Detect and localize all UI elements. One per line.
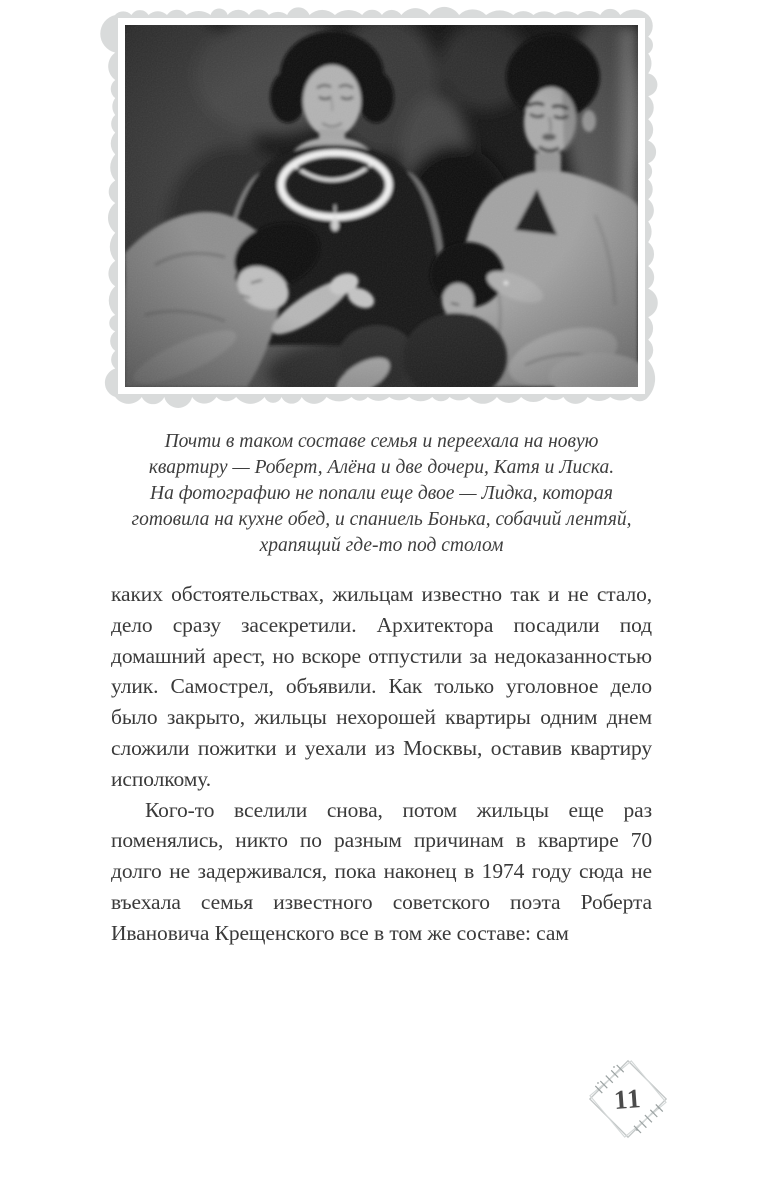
caption-line: квартиру — Роберт, Алёна и две дочери, Катя и Лиска. bbox=[148, 457, 615, 478]
caption-line: Почти в таком составе семья и переехала на новую bbox=[164, 431, 599, 452]
framed-family-photo bbox=[100, 0, 663, 412]
family-photo bbox=[100, 5, 649, 412]
page-number-badge bbox=[584, 1058, 674, 1144]
caption-line: храпящий где-то под столом bbox=[259, 535, 504, 556]
photo-caption bbox=[100, 429, 663, 559]
body-text bbox=[111, 579, 652, 949]
page-number: 11 bbox=[613, 1083, 643, 1115]
body-paragraph: Кого-то вселили снова, потом жильцы еще раз поменялись, никто по разным причинам в квартире 70 долго не задерживался, пока наконец в 1974 году сюда не въехала семья известного советского поэта Роберта Ивановича Крещенского все в том же составе: сам bbox=[111, 797, 652, 945]
caption-line: готовила на кухне обед, и спаниель Бонька, собачий лентяй, bbox=[131, 509, 632, 530]
diamond-ornament-icon bbox=[584, 1058, 674, 1144]
caption-line: На фотографию не попали еще двое — Лидка, которая bbox=[150, 483, 613, 504]
photo-figure bbox=[100, 0, 663, 412]
body-paragraph: каких обстоятельствах, жильцам известно так и не стало, дело сразу засекретили. Архитектора посадили под домашний арест, но вскоре отпустили за недоказанностью улик. Самострел, объявили. Как только уголовное дело было закрыто, жильцы нехорошей квартиры одним днем сложили пожитки и уехали из Москвы, оставив квартиру исполкому. bbox=[111, 582, 652, 791]
